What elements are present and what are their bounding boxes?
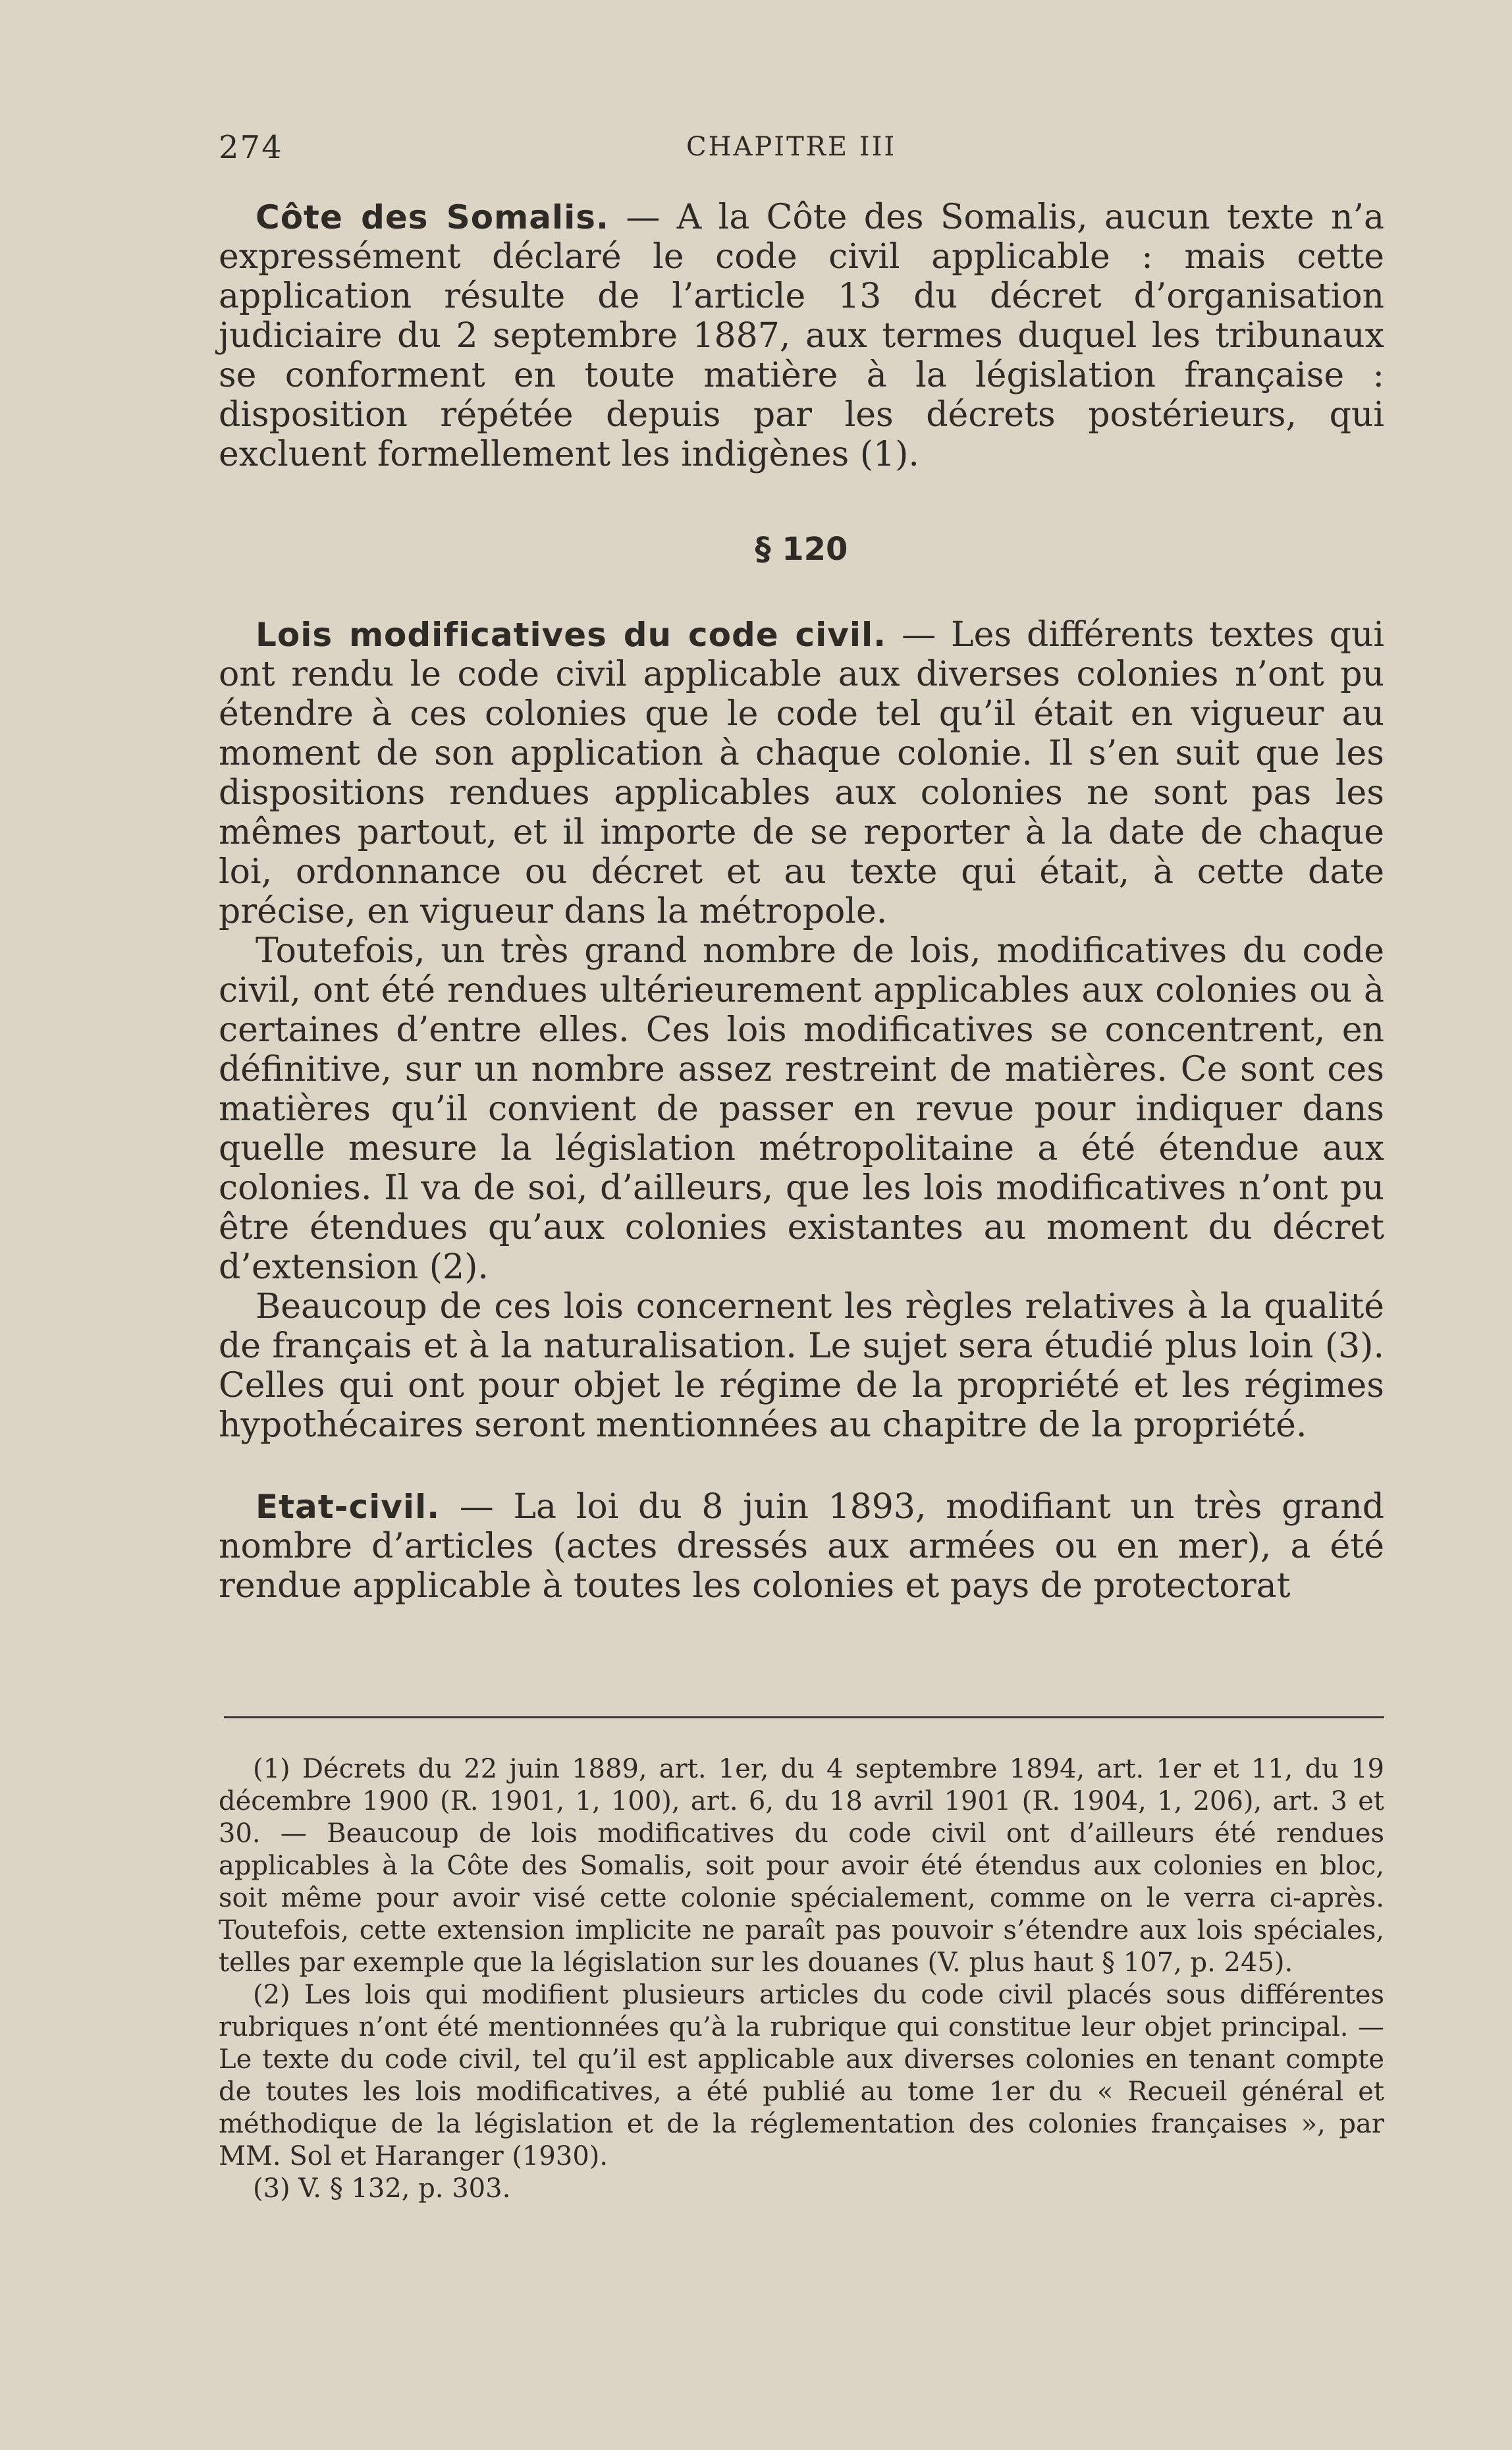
paragraph-cote-des-somalis xyxy=(219,198,1384,474)
paragraph-lead: Etat-civil. xyxy=(256,1488,441,1526)
footnote-3: (3) V. § 132, p. 303. xyxy=(253,2173,511,2204)
paragraph-text: — Les différents textes qui ont rendu le code civil applicable aux diverses colonies n’ont pu étendre à ces colonies que le code tel qu’il était en vigueur au moment de son application à chaque colonie. Il s’en suit que les dispositions rendues applicables aux colonies ne sont pas les mêmes partout, et il importe de se reporter à la date de chaque loi, ordonnance ou décret et au texte qui était, à cette date précise, en vigueur dans la métropole. xyxy=(219,615,1384,931)
paragraph-lead: Côte des Somalis. xyxy=(256,198,610,236)
paragraph-beaucoup: Beaucoup de ces lois concernent les règles relatives à la qualité de français et à la naturalisation. Le sujet sera étudié plus loin (3). Celles qui ont pour objet le régime de la propriété et les régimes hypothécaires seront mentionnées au chapitre de la propriété. xyxy=(219,1287,1384,1445)
paragraph-lead: Lois modificatives du code civil. xyxy=(256,616,887,654)
footnote-separator xyxy=(224,1716,1384,1718)
paragraph-etat-civil xyxy=(219,1487,1384,1606)
paragraph-text: — A la Côte des Somalis, aucun texte n’a expressément déclaré le code civil applicable : mais cette application résulte de l’article 13 du décret d’organisation judiciaire du 2 septembre 1887, aux termes duquel les tribunaux se conforment en toute matière à la législation française : disposition répétée depuis par les décrets postérieurs, qui excluent formellement les indigènes (1). xyxy=(219,198,1384,474)
footnote-1: (1) Décrets du 22 juin 1889, art. 1er, du 4 septembre 1894, art. 1er et 11, du 19 décembre 1900 (R. 1901, 1, 100), art. 6, du 18 avril 1901 (R. 1904, 1, 206), art. 3 et 30. — Beaucoup de lois modificatives du code civil ont d’ailleurs été rendues applicables à la Côte des Somalis, soit pour avoir été étendus aux colonies en bloc, soit même pour avoir visé cette colonie spécialement, comme on le verra ci-après. Toutefois, cette extension implicite ne paraît pas pouvoir s’étendre aux lois spéciales, telles par exemple que la législation sur les douanes (V. plus haut § 107, p. 245). xyxy=(219,1754,1384,1978)
paragraph-lois-modificatives xyxy=(219,615,1384,931)
footnotes xyxy=(219,1753,1384,2205)
footnote-2: (2) Les lois qui modifient plusieurs articles du code civil placés sous différentes rubriques n’ont été mentionnées qu’à la rubrique qui constitue leur objet principal. — Le texte du code civil, tel qu’il est applicable aux diverses colonies en tenant compte de toutes les lois modificatives, a été publié au tome 1er du « Recueil général et méthodique de la législation et de la réglementation des colonies françaises », par MM. Sol et Haranger (1930). xyxy=(219,1980,1384,2171)
section-heading: § 120 xyxy=(755,531,848,568)
page-number: 274 xyxy=(219,129,283,166)
running-title: CHAPITRE III xyxy=(686,132,897,162)
page-header xyxy=(219,129,1384,175)
main-text xyxy=(219,198,1384,1606)
paragraph-toutefois: Toutefois, un très grand nombre de lois, modificatives du code civil, ont été rendues ultérieurement applicables aux colonies ou à certaines d’entre elles. Ces lois modificatives se concentrent, en définitive, sur un nombre assez restreint de matières. Ce sont ces matières qu’il convient de passer en revue pour indiquer dans quelle mesure la législation métropolitaine a été étendue aux colonies. Il va de soi, d’ailleurs, que les lois modificatives n’ont pu être étendues qu’aux colonies existantes au moment du décret d’extension (2). xyxy=(219,931,1384,1287)
paragraph-text: — La loi du 8 juin 1893, modifiant un très grand nombre d’articles (actes dressés aux armées ou en mer), a été rendue applicable à toutes les colonies et pays de protectorat xyxy=(219,1487,1384,1606)
